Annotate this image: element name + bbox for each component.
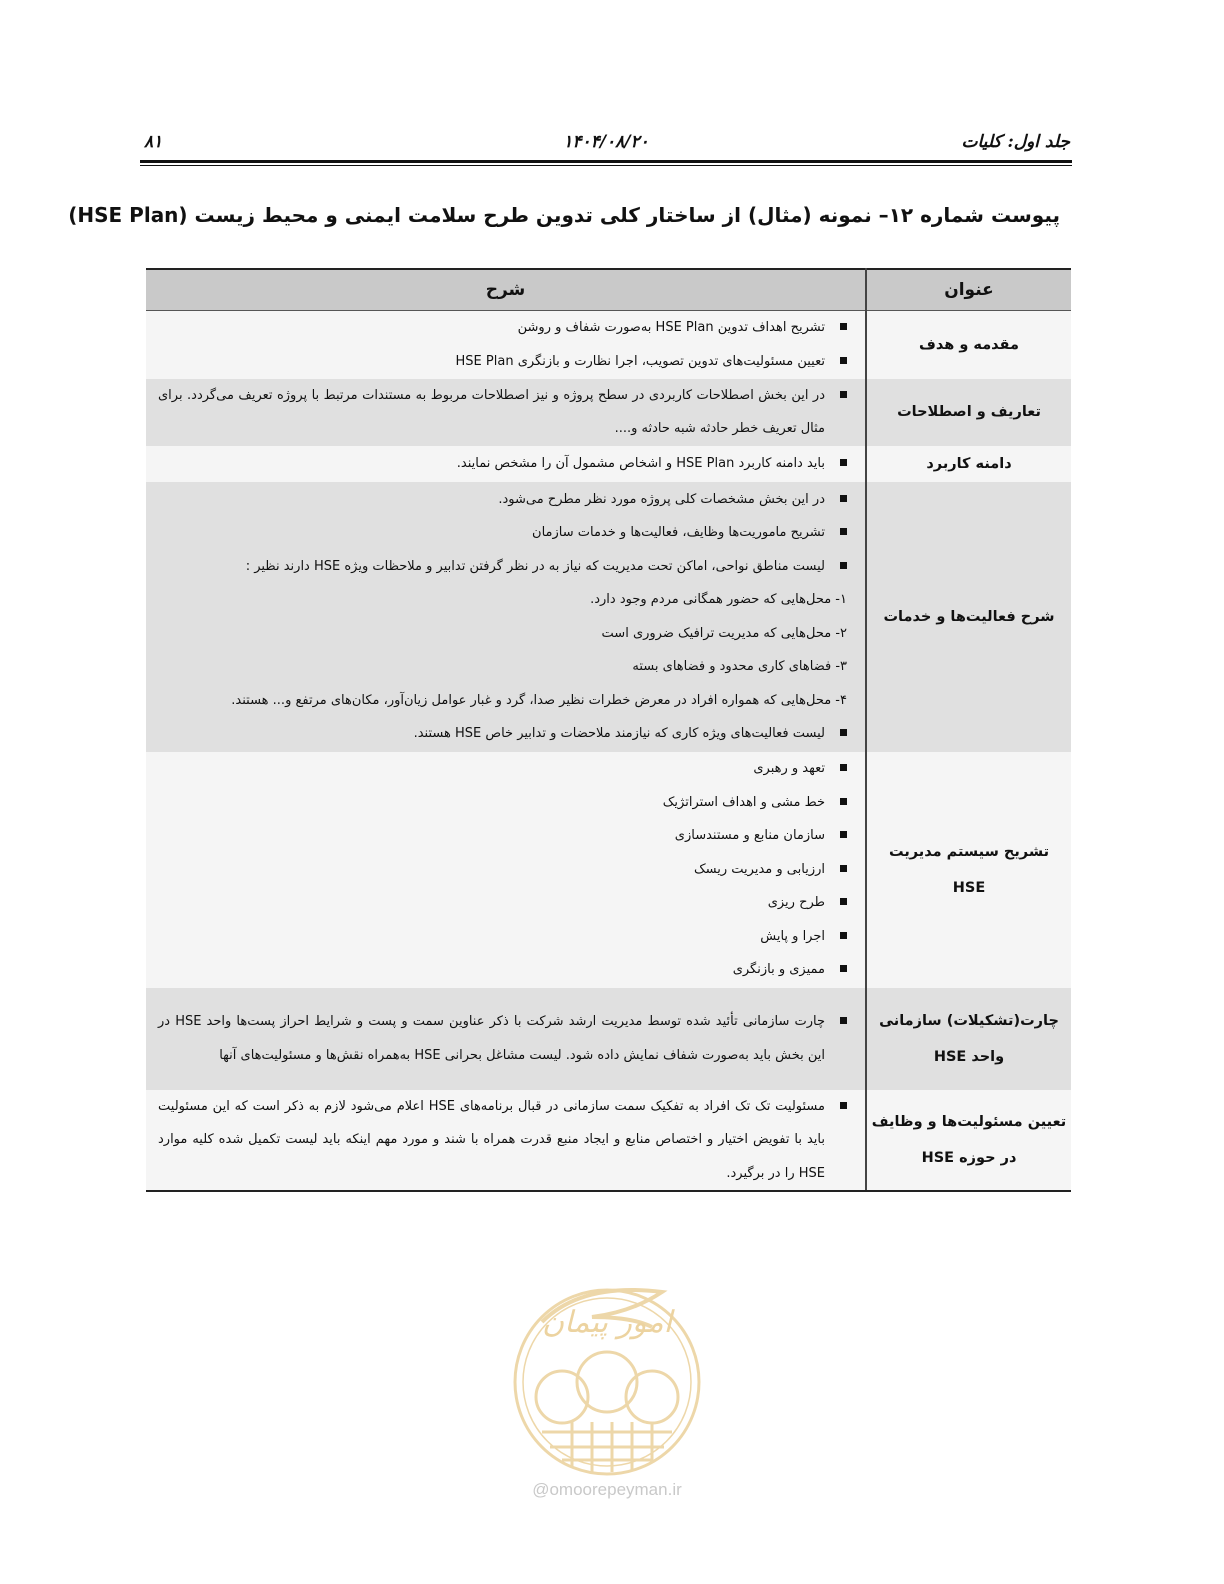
numbered-item: ۴- محل‌هایی که همواره افراد در معرض خطرات نظیر صدا، گرد و غبار عوامل زیان‌آور، مکان‌های مرتفع و... هستند. [231,692,847,708]
row-title [866,752,1071,988]
row-title-line: تشریح سیستم مدیریت [888,843,1050,860]
list-item: تعهد و رهبری [158,752,847,786]
row-title-line: شرح فعالیت‌ها و خدمات [883,608,1055,625]
table-row [146,752,1071,988]
table-row [146,482,1071,752]
list-item: ارزیابی و مدیریت ریسک [158,853,847,887]
row-title-line: مقدمه و هدف [919,336,1019,353]
square-bullet-icon [840,357,847,364]
row-description [146,482,866,752]
volume-title: جلد اول: کلیات [961,132,1070,152]
list-item: چارت سازمانی تأئید شده توسط مدیریت ارشد شرکت با ذکر عناوین سمت و پست و شرایط احراز پست‌ها واحد HSE در این بخش باید به‌صورت شفاف نمایش داده شود. لیست مشاغل بحرانی HSE به‌همراه نقش‌ها و مسئولیت‌های آنها [158,1005,847,1072]
row-title [866,379,1071,446]
row-title [866,311,1071,379]
square-bullet-icon [840,459,847,466]
list-item: تعیین مسئولیت‌های تدوین تصویب، اجرا نظارت و بازنگری HSE Plan [158,345,847,379]
square-bullet-icon [840,495,847,502]
square-bullet-icon [840,1017,847,1024]
header-date: ۱۴۰۴/۰۸/۲۰ [563,132,649,152]
list-item: لیست مناطق نواحی، اماکن تحت مدیریت که نیاز به در نظر گرفتن تدابیر و ملاحظات ویژه HSE دارند نظیر : [158,550,847,584]
appendix-title: پیوست شماره ۱۲– نمونه (مثال) از ساختار کلی تدوین طرح سلامت ایمنی و محیط زیست (HSE Plan) [68,203,1060,227]
table-row [146,988,1071,1090]
square-bullet-icon [840,391,847,398]
table-row [146,1090,1071,1192]
list-item: تشریح ماموریت‌ها وظایف، فعالیت‌ها و خدمات سازمان [158,516,847,550]
list-item: در این بخش مشخصات کلی پروژه مورد نظر مطرح می‌شود. [158,483,847,517]
square-bullet-icon [840,898,847,905]
row-title [866,482,1071,752]
row-title-line: واحد HSE [933,1048,1005,1065]
row-title [866,988,1071,1090]
table-row [146,311,1071,379]
list-item: مسئولیت تک تک افراد به تفکیک سمت سازمانی در قبال برنامه‌های HSE اعلام می‌شود لازم به ذکر است که این مسئولیت باید با تفویض اختیار و اختصاص منابع و ایجاد منبع قدرت همراه با شند و مورد مهم اینکه باید لیست تکمیل شده کلیه موارد HSE را در برگیرد. [158,1090,847,1191]
square-bullet-icon [840,865,847,872]
list-item: خط مشی و اهداف استراتژیک [158,786,847,820]
list-item: تشریح اهداف تدوین HSE Plan به‌صورت شفاف و روشن [158,311,847,345]
numbered-item: ۳- فضاهای کاری محدود و فضاهای بسته [632,659,847,674]
square-bullet-icon [840,798,847,805]
square-bullet-icon [840,764,847,771]
column-header-title: عنوان [866,269,1071,311]
square-bullet-icon [840,323,847,330]
row-description [146,379,866,446]
list-item: اجرا و پایش [158,920,847,954]
column-header-description: شرح [146,269,866,311]
row-title-line: HSE [952,879,986,896]
watermark-domain: @omoorepeyman.ir [532,1480,682,1499]
row-title-line: تعیین مسئولیت‌ها و وظایف [871,1113,1067,1130]
numbered-item: ۲- محل‌هایی که مدیریت ترافیک ضروری است [601,625,847,641]
square-bullet-icon [840,1102,847,1109]
table-row [146,379,1071,446]
list-item: سازمان منابع و مستندسازی [158,819,847,853]
list-item: ممیزی و بازنگری [158,953,847,987]
list-item: طرح ریزی [158,886,847,920]
row-title [866,1090,1071,1192]
square-bullet-icon [840,562,847,569]
square-bullet-icon [840,831,847,838]
hse-plan-table [146,268,1071,1192]
row-description [146,988,866,1090]
square-bullet-icon [840,932,847,939]
row-title-line: دامنه کاربرد [926,455,1012,472]
watermark-logo [502,1262,712,1512]
numbered-item: ۱- محل‌هایی که حضور همگانی مردم وجود دارد. [590,592,847,607]
watermark-logo-text: امور پیمان [542,1305,672,1340]
row-description [146,1090,866,1192]
gear-emblem-icon [502,1262,712,1482]
row-title-line: در حوزه HSE [921,1149,1017,1166]
row-title [866,446,1071,482]
square-bullet-icon [840,965,847,972]
row-title-line: چارت(تشکیلات) سازمانی [879,1012,1059,1029]
row-description [146,446,866,482]
row-description [146,752,866,988]
square-bullet-icon [840,528,847,535]
header-rule [140,160,1072,163]
list-item: باید دامنه کاربرد HSE Plan و اشخاص مشمول آن را مشخص نمایند. [158,447,847,481]
list-item: لیست فعالیت‌های ویژه کاری که نیازمند ملاحضات و تدابیر خاص HSE هستند. [158,717,847,751]
page-number: ۸۱ [144,132,163,152]
header-rule-thin [140,165,1072,166]
row-title-line: تعاریف و اصطلاحات [897,404,1041,420]
page-header [140,126,1072,156]
list-item: در این بخش اصطلاحات کاربردی در سطح پروژه و نیز اصطلاحات مربوط به مستندات مرتبط با پروژه تعریف می‌گردد. برای مثال تعریف خطر حادثه شبه حادثه و.... [158,379,847,446]
table-header-row [146,269,1071,311]
row-description [146,311,866,379]
table-row [146,446,1071,482]
square-bullet-icon [840,729,847,736]
